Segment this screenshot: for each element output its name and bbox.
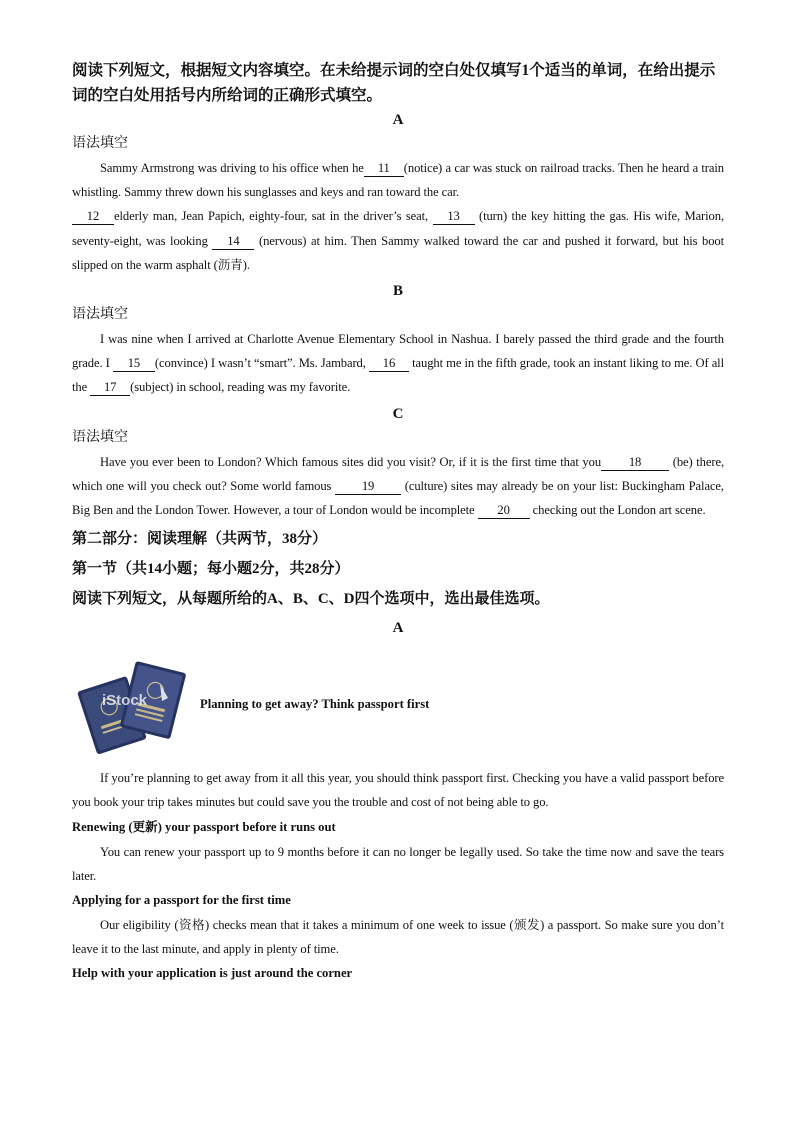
passage-c-letter: C — [392, 405, 404, 422]
section-one-title: 第一节（共14小题；每小题2分，共28分） — [72, 561, 350, 578]
article-title: Planning to get away? Think passport first — [200, 696, 430, 711]
passage-b-text: I was nine when I arrived at Charlotte Avenue Elementary School in Nashua. I barely passed the third grade and the fourth grade. I 15 (convince) I wasn’t “smart”. Ms. Jambard, 16 taught me in the fifth grade, took an instant liking to me. Of all the 17 (subject) in school, reading was my favorite. — [72, 332, 724, 395]
stock-watermark: iStock — [102, 692, 148, 710]
article-paragraph-2: You can renew your passport up to 9 months before it can no longer be legally used. So take the time now and save the tears later. — [72, 844, 724, 883]
article-subheading-renewing: Renewing (更新) your passport before it runs out — [72, 819, 336, 834]
blank-12: 12 — [72, 209, 114, 225]
blank-13: 13 — [433, 209, 475, 225]
passage-a-text: Sammy Armstrong was driving to his office when he 11 (notice) a car was stuck on railroad tracks. Then he heard a train whistling. Sammy threw down his sunglasses and keys and ran toward the car. 12 elderly man, Jean Papich, eighty-four, sat in the driver’s seat, 13 (turn) the key hitting the gas. His wife, Marion, seventy-eight, was looking 14 (nervous) at him. Then Sammy walked toward the car and pushed it forward, but his boot slipped on the warm asphalt (沥青). — [72, 161, 724, 272]
reading-instructions: 阅读下列短文，从每题所给的A、B、C、D四个选项中，选出最佳选项。 — [72, 591, 550, 608]
passage-a-label: 语法填空 — [72, 136, 128, 151]
passage-c-label: 语法填空 — [72, 429, 128, 445]
blank-18: 18 — [601, 455, 669, 471]
passport-image — [72, 654, 190, 754]
document-page — [72, 58, 724, 986]
blank-17: 17 — [90, 380, 130, 396]
blank-11: 11 — [364, 161, 404, 177]
part-two-title: 第二部分：阅读理解（共两节，38分） — [72, 531, 328, 548]
passage-b-letter: B — [392, 283, 403, 300]
passage-b-label: 语法填空 — [72, 307, 128, 323]
article-subheading-help: Help with your application is just around the corner — [72, 966, 353, 981]
article-paragraph-3: Our eligibility (资格) checks mean that it takes a minimum of one week to issue (颁发) a passport. So make sure you don’t leave it to the last minute, and apply in plenty of time. — [72, 918, 724, 957]
blank-14: 14 — [212, 234, 254, 250]
blank-19: 19 — [335, 479, 401, 495]
passage-a-letter: A — [392, 112, 404, 128]
passage-c-text: Have you ever been to London? Which famous sites did you visit? Or, if it is the first time that you 18 (be) there, which one will you check out? Some world famous 19 (culture) sites may already be on your list: Buckingham Palace, Big Ben and the London Tower. However, a tour of London would be incomplete 20 checking out the London art scene. — [72, 454, 724, 518]
grammar-fill-instructions: 阅读下列短文，根据短文内容填空。在未给提示词的空白处仅填写1个适当的单词，在给出提示词的空白处用括号内所给词的正确形式填空。 — [72, 62, 716, 104]
reading-passage-a-letter: A — [392, 620, 404, 637]
blank-15: 15 — [113, 356, 155, 372]
article-paragraph-1: If you’re planning to get away from it all this year, you should think passport first. Checking you have a valid passport before you book your trip takes minutes but could save you the trouble and cost of not being able to go. — [72, 771, 724, 810]
article-subheading-applying: Applying for a passport for the first time — [72, 893, 291, 908]
article-header — [72, 654, 724, 754]
blank-16: 16 — [369, 356, 409, 372]
blank-20: 20 — [478, 503, 530, 519]
